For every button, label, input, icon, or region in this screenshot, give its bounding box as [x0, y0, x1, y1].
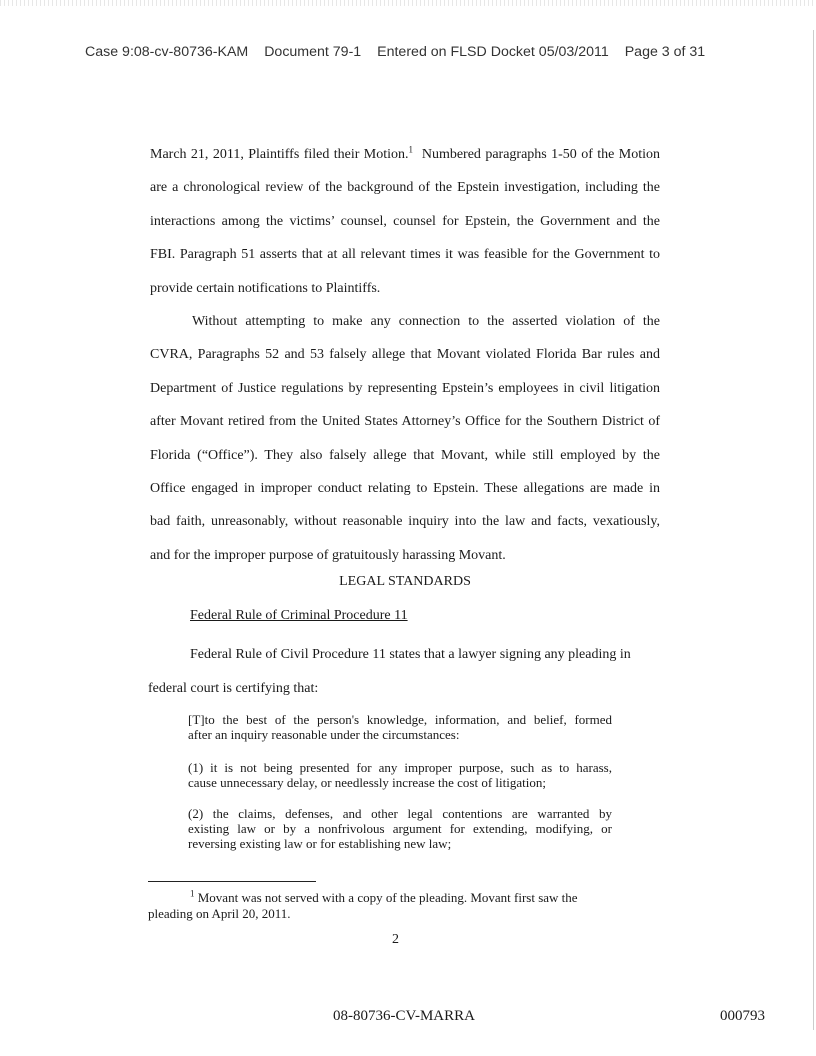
paragraph-2-line: bad faith, unreasonably, without reasonable inquiry into the law and facts, vexatiously, [150, 514, 660, 530]
paragraph-1-line: are a chronological review of the background of the Epstein investigation, including the [150, 180, 660, 196]
footnote: $^1$ Movant was not served with a copy of the pleading. Movant first saw the pleading on April 20, 2011. [148, 888, 578, 921]
paragraph-2-line: after Movant retired from the United States Attorney’s Office for the Southern District of [150, 414, 660, 430]
docket-header [85, 44, 745, 60]
scan-edge [813, 30, 814, 1030]
header-page: Page 3 of 31 [624, 44, 706, 60]
paragraph-2 [150, 305, 660, 572]
block-quote-intro: [T]to the best of the person's knowledge, information, and belief, formed after an inquiry reasonable under the circumstances: [188, 712, 612, 742]
paragraph-2-line: Office engaged in improper conduct relating to Epstein. These allegations are made in [150, 480, 660, 496]
paragraph-2-line: CVRA, Paragraphs 52 and 53 falsely allege that Movant violated Florida Bar rules and [150, 347, 660, 363]
paragraph-1 [150, 138, 660, 305]
paragraph-1-line: provide certain notifications to Plaintiffs. [150, 280, 381, 296]
paragraph-1-line: March 21, 2011, Plaintiffs filed their Motion.$^1$ Numbered paragraphs 1-50 of the Motion [150, 144, 660, 162]
paragraph-2-line: Florida (“Office”). They also falsely allege that Movant, while still employed by the [150, 447, 660, 463]
header-document: Document 79-1 [264, 44, 362, 60]
footnote-rule [148, 881, 316, 882]
footer-bates-number: 000793 [720, 1008, 765, 1024]
footnote-marker: 1 [190, 888, 195, 899]
header-case: Case 9:08-cv-80736-KAM [85, 44, 249, 60]
scan-artifact [0, 0, 816, 6]
section-heading: LEGAL STANDARDS [339, 574, 471, 589]
paragraph-2-line: and for the improper purpose of gratuitously harassing Movant. [150, 547, 506, 563]
page-number: 2 [392, 932, 399, 947]
block-quote-item-2: (2) the claims, defenses, and other legal contentions are warranted by existing law or by a nonfrivolous argument for extending, modifying, or reversing existing law or for establishing new law; [188, 806, 612, 851]
block-quote-item-1: (1) it is not being presented for any improper purpose, such as to harass, cause unnecessary delay, or needlessly increase the cost of litigation; [188, 760, 612, 790]
paragraph-3-line: Federal Rule of Civil Procedure 11 states that a lawyer signing any pleading in [190, 647, 631, 662]
paragraph-1-line: interactions among the victims’ counsel, counsel for Epstein, the Government and the [150, 213, 660, 229]
footer-case-number: 08-80736-CV-MARRA [333, 1008, 475, 1024]
paragraph-1-line: FBI. Paragraph 51 asserts that at all relevant times it was feasible for the Government to [150, 247, 660, 263]
paragraph-2-line: Without attempting to make any connection to the asserted violation of the [192, 314, 660, 329]
subheading: Federal Rule of Criminal Procedure 11 [190, 608, 408, 623]
footnote-ref: 1 [408, 144, 414, 155]
paragraph-2-line: Department of Justice regulations by representing Epstein’s employees in civil litigation [150, 380, 660, 396]
header-entered: Entered on FLSD Docket 05/03/2011 [377, 44, 609, 60]
paragraph-3-line: federal court is certifying that: [148, 681, 319, 696]
